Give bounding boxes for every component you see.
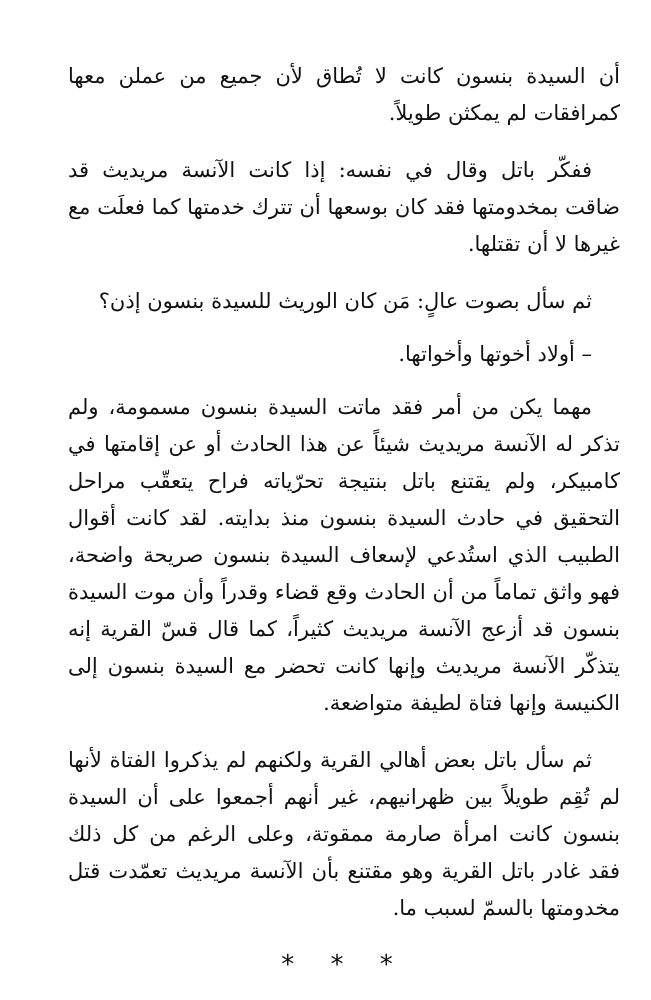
paragraph-6: ثم سأل باتل بعض أهالي القرية ولكنهم لم يذكروا الفتاة لأنها لم تُقِم طويلاً بين ظهرانيهم، غير أنهم أجمعوا على أن السيدة بنسون كانت امرأة صارمة ممقوتة، وعلى الرغم من كل ذلك فقد غادر باتل القرية وهو مقتنع بأن الآنسة مريديث تعمّدت قتل مخدومتها بالسمّ لسبب ما. (68, 748, 620, 920)
paragraph-5: مهما يكن من أمر فقد ماتت السيدة بنسون مسمومة، ولم تذكر له الآنسة مريديث شيئاً عن هذا الحادث أو عن إقامتها في كامبيكر، ولم يقتنع باتل بنتيجة تحرّياته فراح يتعقّب مراحل التحقيق في حادث السيدة بنسون منذ بدايته. لقد كانت أقوال الطبيب الذي استُدعي لإسعاف السيدة بنسون صريحة واضحة، فهو واثق تماماً من أن الحادث وقع قضاء وقدراً وأن موت السيدة بنسون قد أزعج الآنسة مريديث كثيراً، كما قال قسّ القرية إنه يتذكّر الآنسة مريديث وإنها كانت تحضر مع السيدة بنسون إلى الكنيسة وإنها فتاة لطيفة متواضعة. (68, 395, 620, 715)
book-page (68, 58, 620, 984)
section-separator: * * * (281, 950, 407, 980)
paragraph-3: ثم سأل بصوت عالٍ: مَن كان الوريث للسيدة بنسون إذن؟ (98, 289, 592, 313)
paragraph-4-dialogue: – أولاد أخوتها وأخواتها. (398, 342, 592, 366)
paragraph-2: ففكّر باتل وقال في نفسه: إذا كانت الآنسة مريديث قد ضاقت بمخدومتها فقد كان بوسعها أن تترك خدمتها كما فعلَت مع غيرها لا أن تقتلها. (68, 158, 620, 256)
paragraph-1: أن السيدة بنسون كانت لا تُطاق لأن جميع من عملن معها كمرافقات لم يمكثن طويلاً. (68, 64, 620, 125)
